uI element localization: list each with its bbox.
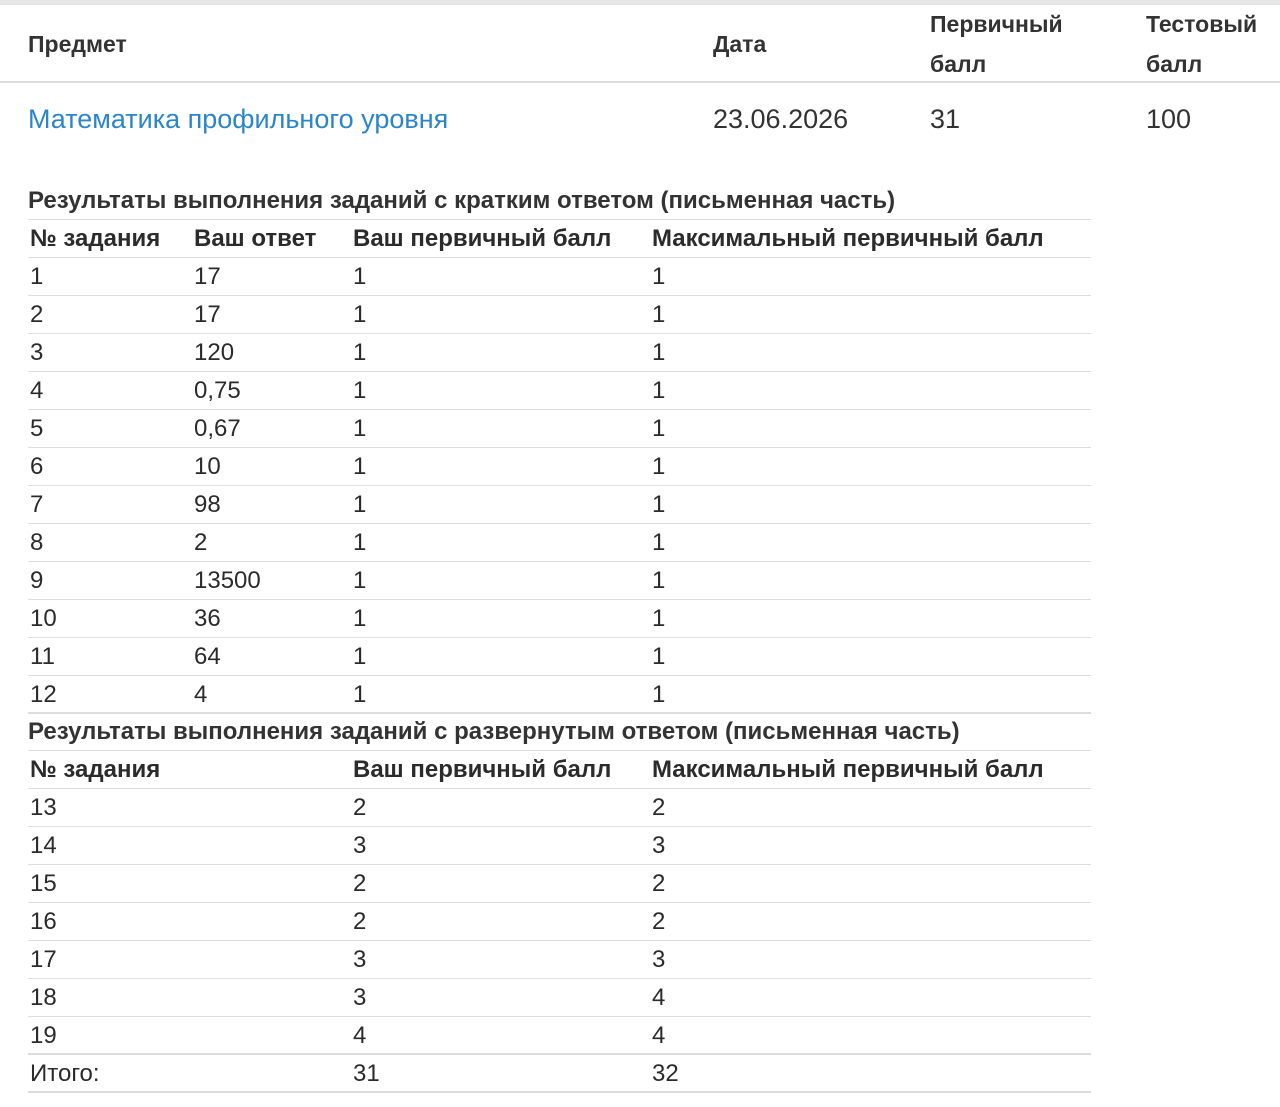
subject-cell — [28, 97, 448, 141]
task-number-cell: 8 — [30, 529, 44, 556]
task-number-cell: 9 — [30, 567, 44, 594]
total-max: 32 — [652, 1060, 679, 1087]
short-answer-results — [28, 182, 1091, 714]
table-row — [28, 524, 1091, 562]
max-score-cell: 1 — [652, 339, 666, 366]
answer-cell: 36 — [194, 605, 221, 632]
max-score-cell: 1 — [652, 263, 666, 290]
max-score-cell: 1 — [652, 529, 666, 556]
long-answer-results — [28, 713, 1091, 1093]
task-number-cell: 18 — [30, 984, 57, 1011]
header-subject: Предмет — [28, 31, 127, 57]
table-row — [28, 638, 1091, 676]
date-cell: 23.06.2026 — [713, 104, 849, 134]
task-number-cell: 7 — [30, 491, 44, 518]
task-number-cell: 10 — [30, 605, 57, 632]
answer-cell: 120 — [194, 339, 235, 366]
table-row — [28, 410, 1091, 448]
primary-score-cell: 31 — [930, 104, 961, 134]
answer-cell: 13500 — [194, 567, 261, 594]
task-number-cell: 2 — [30, 301, 44, 328]
answer-cell: 0,75 — [194, 377, 241, 404]
header-test-line2: балл — [1146, 51, 1203, 77]
column-header-answer: Ваш ответ — [194, 225, 317, 252]
column-header-max: Максимальный первичный балл — [652, 756, 1044, 783]
score-cell: 1 — [353, 301, 367, 328]
table-row — [28, 372, 1091, 410]
short-answer-caption: Результаты выполнения заданий с кратким ответом (письменная часть) — [28, 182, 1091, 220]
subject-link[interactable]: Математика профильного уровня — [28, 104, 449, 134]
task-number-cell: 19 — [30, 1022, 57, 1049]
table-row — [28, 903, 1091, 941]
answer-cell: 2 — [194, 529, 208, 556]
max-score-cell: 1 — [652, 605, 666, 632]
score-cell: 1 — [353, 377, 367, 404]
max-score-cell: 1 — [652, 301, 666, 328]
table-row — [28, 486, 1091, 524]
long-answer-rows — [28, 789, 1091, 1055]
task-number-cell: 12 — [30, 681, 57, 708]
score-cell: 3 — [353, 984, 367, 1011]
score-cell: 1 — [353, 681, 367, 708]
short-answer-header-row — [28, 220, 1091, 258]
summary-row — [0, 83, 1280, 155]
score-cell: 1 — [353, 453, 367, 480]
task-number-cell: 17 — [30, 946, 57, 973]
max-score-cell: 4 — [652, 1022, 666, 1049]
long-answer-caption: Результаты выполнения заданий с развернутым ответом (письменная часть) — [28, 713, 1091, 751]
score-cell: 2 — [353, 870, 367, 897]
score-cell: 2 — [353, 794, 367, 821]
long-answer-header-row — [28, 751, 1091, 789]
test-score-cell: 100 — [1146, 104, 1192, 134]
answer-cell: 64 — [194, 643, 221, 670]
max-score-cell: 3 — [652, 832, 666, 859]
max-score-cell: 2 — [652, 794, 666, 821]
header-primary-line2: балл — [930, 51, 987, 77]
answer-cell: 10 — [194, 453, 221, 480]
max-score-cell: 4 — [652, 984, 666, 1011]
task-number-cell: 4 — [30, 377, 44, 404]
score-cell: 3 — [353, 946, 367, 973]
task-number-cell: 3 — [30, 339, 44, 366]
max-score-cell: 1 — [652, 643, 666, 670]
task-number-cell: 6 — [30, 453, 44, 480]
table-row — [28, 1017, 1091, 1055]
answer-cell: 17 — [194, 263, 221, 290]
score-cell: 4 — [353, 1022, 367, 1049]
answer-cell: 4 — [194, 681, 208, 708]
task-number-cell: 15 — [30, 870, 57, 897]
score-cell: 1 — [353, 491, 367, 518]
max-score-cell: 2 — [652, 908, 666, 935]
max-score-cell: 1 — [652, 567, 666, 594]
total-label: Итого: — [30, 1060, 100, 1087]
score-cell: 2 — [353, 908, 367, 935]
column-header-num: № задания — [30, 225, 161, 252]
column-header-score: Ваш первичный балл — [353, 225, 612, 252]
header-primary-line1: Первичный — [930, 11, 1063, 37]
table-row — [28, 865, 1091, 903]
table-row — [28, 676, 1091, 714]
max-score-cell: 1 — [652, 377, 666, 404]
column-header-max: Максимальный первичный балл — [652, 225, 1044, 252]
task-number-cell: 1 — [30, 263, 44, 290]
short-answer-rows — [28, 258, 1091, 714]
max-score-cell: 1 — [652, 681, 666, 708]
header-test-line1: Тестовый — [1146, 11, 1258, 37]
column-header-score: Ваш первичный балл — [353, 756, 612, 783]
task-number-cell: 11 — [30, 643, 55, 670]
score-cell: 1 — [353, 529, 367, 556]
score-cell: 3 — [353, 832, 367, 859]
score-cell: 1 — [353, 605, 367, 632]
task-number-cell: 5 — [30, 415, 44, 442]
column-header-num: № задания — [30, 756, 161, 783]
score-cell: 1 — [353, 415, 367, 442]
score-cell: 1 — [353, 567, 367, 594]
table-row — [28, 258, 1091, 296]
table-row — [28, 448, 1091, 486]
answer-cell: 0,67 — [194, 415, 241, 442]
table-row — [28, 827, 1091, 865]
max-score-cell: 1 — [652, 415, 666, 442]
table-row — [28, 600, 1091, 638]
header-test-score — [1146, 0, 1257, 88]
score-cell: 1 — [353, 263, 367, 290]
total-row — [28, 1055, 1091, 1093]
score-cell: 1 — [353, 339, 367, 366]
task-number-cell: 16 — [30, 908, 57, 935]
max-score-cell: 2 — [652, 870, 666, 897]
header-date: Дата — [713, 31, 767, 57]
table-row — [28, 562, 1091, 600]
score-cell: 1 — [353, 643, 367, 670]
table-row — [28, 296, 1091, 334]
table-row — [28, 979, 1091, 1017]
task-number-cell: 14 — [30, 832, 57, 859]
summary-table-header — [0, 5, 1280, 83]
table-row — [28, 789, 1091, 827]
max-score-cell: 1 — [652, 491, 666, 518]
max-score-cell: 1 — [652, 453, 666, 480]
answer-cell: 17 — [194, 301, 221, 328]
answer-cell: 98 — [194, 491, 221, 518]
max-score-cell: 3 — [652, 946, 666, 973]
task-number-cell: 13 — [30, 794, 57, 821]
header-primary-score — [930, 0, 1063, 88]
total-score: 31 — [353, 1060, 380, 1087]
table-row — [28, 334, 1091, 372]
table-row — [28, 941, 1091, 979]
